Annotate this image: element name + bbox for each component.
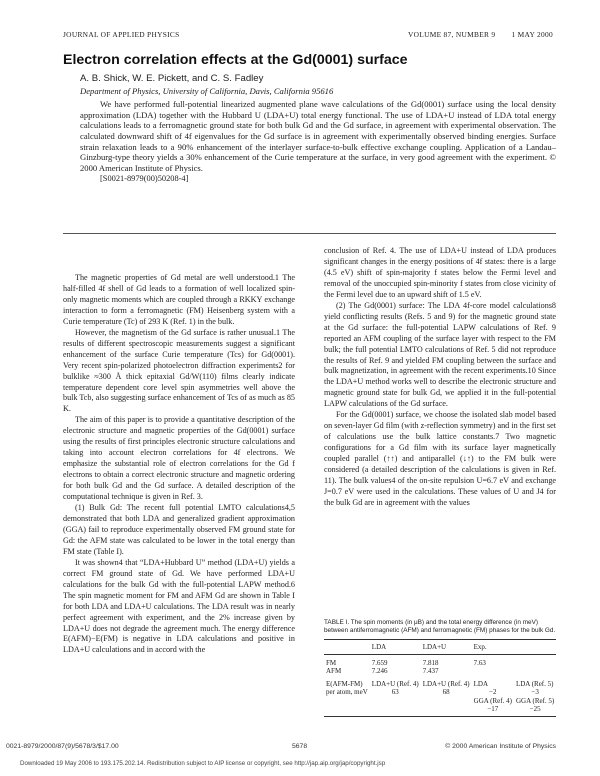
table-cell: AFM: [326, 667, 342, 676]
table-cell: LDA (Ref. 5): [515, 679, 554, 688]
table-header-cell: LDA+U: [421, 639, 472, 654]
running-head: [63, 30, 553, 42]
abstract-divider: [63, 233, 556, 234]
body-paragraph: The magnetic properties of Gd metal are well understood.1 The half-filled 4f shell of Gd leads to a formation of well localized spin-only magnetic moments which are coupled through a RKKY exchange interaction to form a ferromagnetic (FM) Heisenberg system with a Curie temperature (Tc) of 293 K (Ref. 1) in the bulk.: [63, 273, 295, 326]
table-cell: 7.818: [422, 659, 439, 667]
table-header-row: [324, 639, 556, 654]
author-list: A. B. Shick, W. E. Pickett, and C. S. Fadley: [80, 73, 264, 84]
table-header-cell: LDA: [370, 639, 421, 654]
table-cell: FM: [326, 659, 337, 667]
body-paragraph: (2) The Gd(0001) surface: The LDA 4f-core model calculations8 yield conflicting results (Refs. 5 and 9) for the magnetic ground state at the Gd surface: the full-potential LAPW calculations of Ref. 9 reported an AFM coupling of the surface layer with respect to the FM bulk; the full potential LMTO calculations of Ref. 5 did not reproduce the results of Ref. 9 and yielded FM coupling between the surface and bulk magnetization, in agreement with the recent experiments.10 Since the LDA+U method works well to describe the electronic structure and magnetic ground state for bulk Gd, we applied it in the full-potential LAPW calculations of the Gd surface.: [324, 300, 556, 409]
table-cell: per atom, meV: [326, 688, 368, 697]
body-paragraph: However, the magnetism of the Gd surface is rather unusual.1 The results of different spectroscopic measurements suggest a significant enhancement of the surface Curie temperature (Tcs) for Gd(0001). Very recent spin-polarized photoelectron diffraction experiments2 for bulklike ≈300 Å thick epitaxial Gd/W(110) films clearly indicate temperature dependent core level spin asymmetries well above the bulk Tcb, also suggesting surface enhancement of Tcs of as much as 85 K.: [63, 327, 295, 414]
spin-moment-table: [324, 639, 556, 718]
body-paragraph: conclusion of Ref. 4. The use of LDA+U instead of LDA produces significant changes in the energy positions of 4f states: there is a large (4.5 eV) shift of spin-majority f states below the Fermi level and removal of the unoccupied spin-minority f states from close vicinity of the Fermi level due to an upward shift of 1.5 eV.: [324, 246, 556, 299]
table-cell: 7.246: [371, 667, 388, 676]
table-cell: [324, 697, 370, 705]
table-cell: −3: [531, 688, 539, 697]
journal-name: JOURNAL OF APPLIED PHYSICS: [63, 30, 180, 39]
table-cell: 7.659: [371, 659, 388, 667]
table-row: [324, 688, 556, 696]
table-cell: −25: [514, 705, 556, 717]
body-paragraph: It was shown4 that “LDA+Hubbard U” method (LDA+U) yields a correct FM ground state of Gd. We have performed LDA+U calculations for the bulk Gd with the full-potential LAPW method.6 The spin magnetic moment for FM and AFM Gd are shown in Table I for both LDA and LDA+U calculations. The LDA result was in nearly perfect agreement with experiment, and the 2% increase given by LDA+U does not degrade the agreement much. The energy difference E(AFM)−E(FM) is negative in LDA calculations and positive in LDA+U calculations and in accord with the: [63, 557, 295, 655]
table-caption: TABLE I. The spin moments (in μB) and the total energy difference (in meV) between antiferromagnetic (AFM) and ferromagnetic (FM) phases for the bulk Gd.: [324, 619, 556, 635]
table-row: [324, 659, 556, 667]
affiliation: Department of Physics, University of California, Davis, California 95616: [80, 86, 334, 96]
download-notice: Downloaded 19 May 2006 to 193.175.202.14. Redistribution subject to AIP license or copyright, see http://jap.aip.org/jap/copyright.jsp: [20, 760, 386, 767]
table-header-cell: Exp.: [472, 639, 514, 654]
table-row: [324, 697, 556, 705]
table-row: [324, 667, 556, 675]
table-cell: 7.63: [473, 659, 486, 667]
table-cell: −17: [472, 705, 514, 717]
table-cell: LDA+U (Ref. 4): [371, 679, 419, 688]
table-cell: [472, 667, 514, 675]
table-cell: E(AFM-FM): [326, 679, 363, 688]
table-cell: LDA: [473, 679, 489, 688]
table-cell: 63: [391, 688, 399, 697]
table-cell: LDA+U (Ref. 4): [422, 679, 470, 688]
table-cell: [421, 705, 472, 717]
copyright-notice: © 2000 American Institute of Physics: [445, 743, 556, 750]
table-1: [324, 619, 556, 717]
table-cell: [370, 705, 421, 717]
table-header-cell: [324, 639, 370, 654]
abstract-text: We have performed full-potential linearized augmented plane wave calculations of the Gd(0001) surface using the local density approximation (LDA) together with the Hubbard U (LDA+U) total energy functional. The use of LDA+U instead of LDA total energy calculations leads to a ferromagnetic ground state for both bulk Gd and the Gd surface, in agreement with experimental observation. The calculated downward shift of 4f eigenvalues for the Gd surface is in agreement with experimentally observed binding energies. Surface strain relaxation leads to a 90% enhancement of the interlayer surface-to-bulk effective exchange coupling. Application of a Landau–Ginzburg-type theory yields a 30% enhancement of the Curie temperature at the surface, in very good agreement with the experiment. © 2000 American Institute of Physics.: [80, 99, 556, 173]
body-column-right: [324, 246, 556, 509]
table-cell: GGA (Ref. 4): [473, 696, 512, 705]
body-paragraph: (1) Bulk Gd: The recent full potential LMTO calculations4,5 demonstrated that both LDA and generalized gradient approximation (GGA) fail to reproduce experimentally observed FM ground state for Gd: the AFM state was calculated to be lower in the total energy than FM state (Table I).: [63, 503, 295, 556]
page-footer: [6, 743, 556, 753]
body-paragraph: For the Gd(0001) surface, we choose the isolated slab model based on seven-layer Gd film (with z-reflection symmetry) and in the first set of calculations use the bulk lattice constants.7 Two magnetic configurations for a Gd film with its surface layer magnetically coupled parallel (↑↑) and antiparallel (↓↑) to the FM bulk were considered (a detailed description of the calculations is given in Ref. 11). The bulk values4 of the on-site repulsion U=6.7 eV and exchange J=0.7 eV were used in the calculations. These values of U and J4 for the bulk Gd are in agreement with the values: [324, 410, 556, 507]
table-row: [324, 705, 556, 717]
table-cell: [324, 705, 370, 717]
body-column-left: [63, 273, 295, 656]
table-row: [324, 680, 556, 688]
abstract: [80, 99, 556, 184]
article-title: Electron correlation effects at the Gd(0001) surface: [63, 52, 408, 68]
article-code: 0021-8979/2000/87(9)/5678/3/$17.00: [6, 743, 119, 750]
page-number: 5678: [292, 743, 308, 750]
table-cell: 68: [442, 688, 450, 697]
issue-date: 1 MAY 2000: [511, 30, 553, 39]
table-cell: [370, 697, 421, 705]
table-cell: −2: [489, 688, 497, 697]
table-cell: 7.437: [422, 667, 439, 676]
volume-number: VOLUME 87, NUMBER 9: [408, 30, 496, 39]
table-cell: [421, 697, 472, 705]
table-cell: GGA (Ref. 5): [515, 696, 555, 705]
body-paragraph: The aim of this paper is to provide a quantitative description of the electronic structure and magnetic properties of the Gd(0001) surface using the results of first principles electronic structure calculations and taking into account electron correlations for 4f electrons. We emphasize the substantial role of electron correlations for the Gd f electrons to obtain a correct electronic structure and magnetic ordering for both bulk Gd and the Gd surface. A detailed description of the computational technique is given in Ref. 3.: [63, 415, 295, 502]
article-id: [S0021-8979(00)50208-4]: [100, 173, 189, 183]
